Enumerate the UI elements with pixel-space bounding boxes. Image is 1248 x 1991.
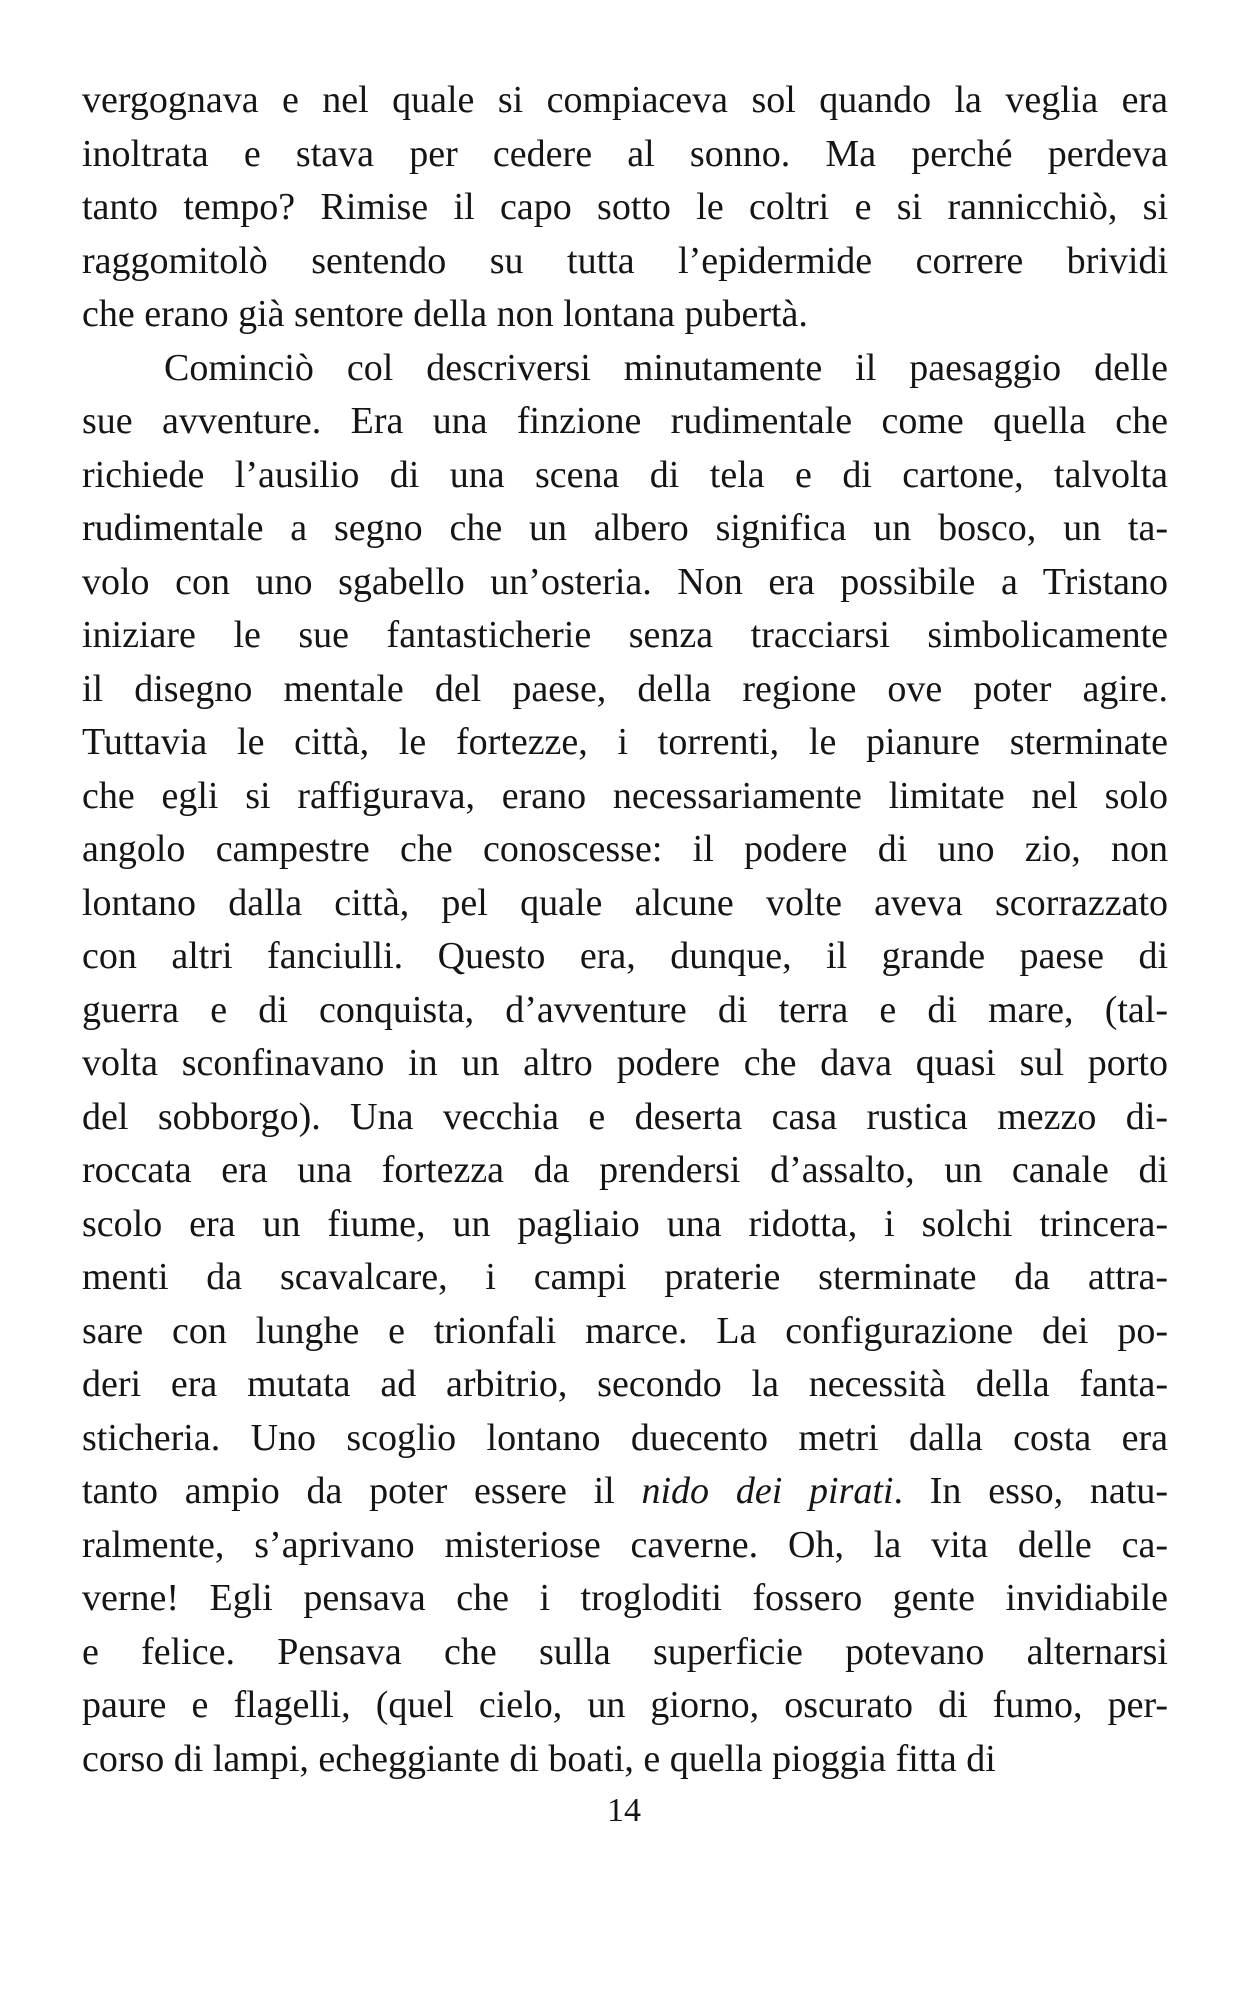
- text-line: [82, 877, 1168, 931]
- text-segment: volta sconfinavano in un altro podere che dava quasi sul porto: [82, 1042, 1168, 1084]
- text-segment: lontano dalla città, pel quale alcune volte aveva scorrazzato: [82, 881, 1168, 924]
- text-line: [82, 395, 1168, 449]
- text-segment: con altri fanciulli. Questo era, dunque, il grande paese di: [82, 935, 1168, 977]
- text-line: [82, 74, 1168, 128]
- text-line: [82, 181, 1168, 235]
- text-segment: tanto tempo? Rimise il capo sotto le coltri e si rannicchiò, si: [82, 186, 1168, 228]
- text-segment: richiede l’ausilio di una scena di tela e di cartone, talvolta: [82, 453, 1168, 496]
- text-line: [82, 1733, 1168, 1787]
- text-line: [82, 716, 1168, 770]
- text-segment: deri era mutata ad arbitrio, secondo la necessità della fanta-: [82, 1363, 1168, 1405]
- text-segment: ralmente, s’aprivano misteriose caverne. Oh, la vita delle ca-: [82, 1523, 1168, 1566]
- text-segment: paure e flagelli, (quel cielo, un giorno, oscurato di fumo, per-: [82, 1684, 1168, 1726]
- text-segment: tanto ampio da poter essere il: [82, 1470, 642, 1512]
- text-segment: volo con uno sgabello un’osteria. Non era possibile a Tristano: [82, 560, 1168, 603]
- body-text: [82, 74, 1168, 1786]
- text-line: [82, 556, 1168, 610]
- text-line: [82, 609, 1168, 663]
- text-line: [82, 1519, 1168, 1573]
- text-line: [82, 1091, 1168, 1145]
- text-line: [82, 288, 1168, 342]
- text-segment: roccata era una fortezza da prendersi d’assalto, un canale di: [82, 1149, 1168, 1191]
- text-segment: scolo era un fiume, un pagliaio una ridotta, i solchi trincera-: [82, 1202, 1168, 1245]
- text-segment: . In esso, natu-: [893, 1470, 1168, 1512]
- text-line: [82, 1412, 1168, 1466]
- page-number: 14: [607, 1792, 641, 1829]
- text-segment: sue avventure. Era una finzione rudimentale come quella che: [82, 400, 1168, 442]
- text-line: [82, 770, 1168, 824]
- paragraph: [82, 74, 1168, 342]
- italic-text: nido dei pirati: [641, 1470, 894, 1512]
- text-line: [82, 1465, 1168, 1519]
- text-segment: guerra e di conquista, d’avventure di terra e di mare, (tal-: [82, 988, 1168, 1031]
- text-segment: e felice. Pensava che sulla superficie potevano alternarsi: [82, 1630, 1168, 1673]
- text-line: [82, 342, 1168, 396]
- paragraph: [82, 342, 1168, 1787]
- text-line: [82, 1679, 1168, 1733]
- text-segment: angolo campestre che conoscesse: il podere di uno zio, non: [82, 828, 1168, 870]
- text-line: [82, 1144, 1168, 1198]
- text-line: [82, 984, 1168, 1038]
- text-line: [82, 1572, 1168, 1626]
- text-line: [82, 823, 1168, 877]
- text-line: [82, 235, 1168, 289]
- text-line: [82, 1358, 1168, 1412]
- text-segment: sare con lunghe e trionfali marce. La configurazione dei po-: [82, 1309, 1168, 1352]
- text-line: [82, 930, 1168, 984]
- text-line: [82, 1251, 1168, 1305]
- text-segment: iniziare le sue fantasticherie senza tracciarsi simbolicamente: [82, 614, 1168, 656]
- text-segment: Tuttavia le città, le fortezze, i torrenti, le pianure sterminate: [82, 721, 1168, 763]
- text-line: [82, 128, 1168, 182]
- text-line: [82, 1037, 1168, 1091]
- text-line: [82, 1305, 1168, 1359]
- text-segment: menti da scavalcare, i campi praterie sterminate da attra-: [82, 1256, 1168, 1298]
- text-line: [82, 1198, 1168, 1252]
- text-segment: il disegno mentale del paese, della regione ove poter agire.: [82, 667, 1168, 710]
- text-segment: che egli si raffigurava, erano necessariamente limitate nel solo: [82, 774, 1168, 817]
- text-line: [82, 502, 1168, 556]
- text-line: [82, 1626, 1168, 1680]
- text-segment: Cominciò col descriversi minutamente il paesaggio delle: [164, 346, 1168, 389]
- text-segment: corso di lampi, echeggiante di boati, e quella pioggia fitta di: [82, 1737, 996, 1780]
- text-segment: che erano già sentore della non lontana pubertà.: [82, 293, 808, 335]
- text-segment: verne! Egli pensava che i trogloditi fossero gente invidiabile: [82, 1577, 1168, 1619]
- text-segment: inoltrata e stava per cedere al sonno. Ma perché perdeva: [82, 132, 1168, 175]
- text-line: [82, 449, 1168, 503]
- text-segment: rudimentale a segno che un albero significa un bosco, un ta-: [82, 507, 1168, 549]
- text-line: [82, 663, 1168, 717]
- text-segment: raggomitolò sentendo su tutta l’epidermide correre brividi: [82, 239, 1168, 282]
- text-segment: vergognava e nel quale si compiaceva sol quando la veglia era: [82, 79, 1168, 121]
- text-segment: del sobborgo). Una vecchia e deserta casa rustica mezzo di-: [82, 1095, 1168, 1138]
- text-segment: sticheria. Uno scoglio lontano duecento metri dalla costa era: [82, 1416, 1168, 1459]
